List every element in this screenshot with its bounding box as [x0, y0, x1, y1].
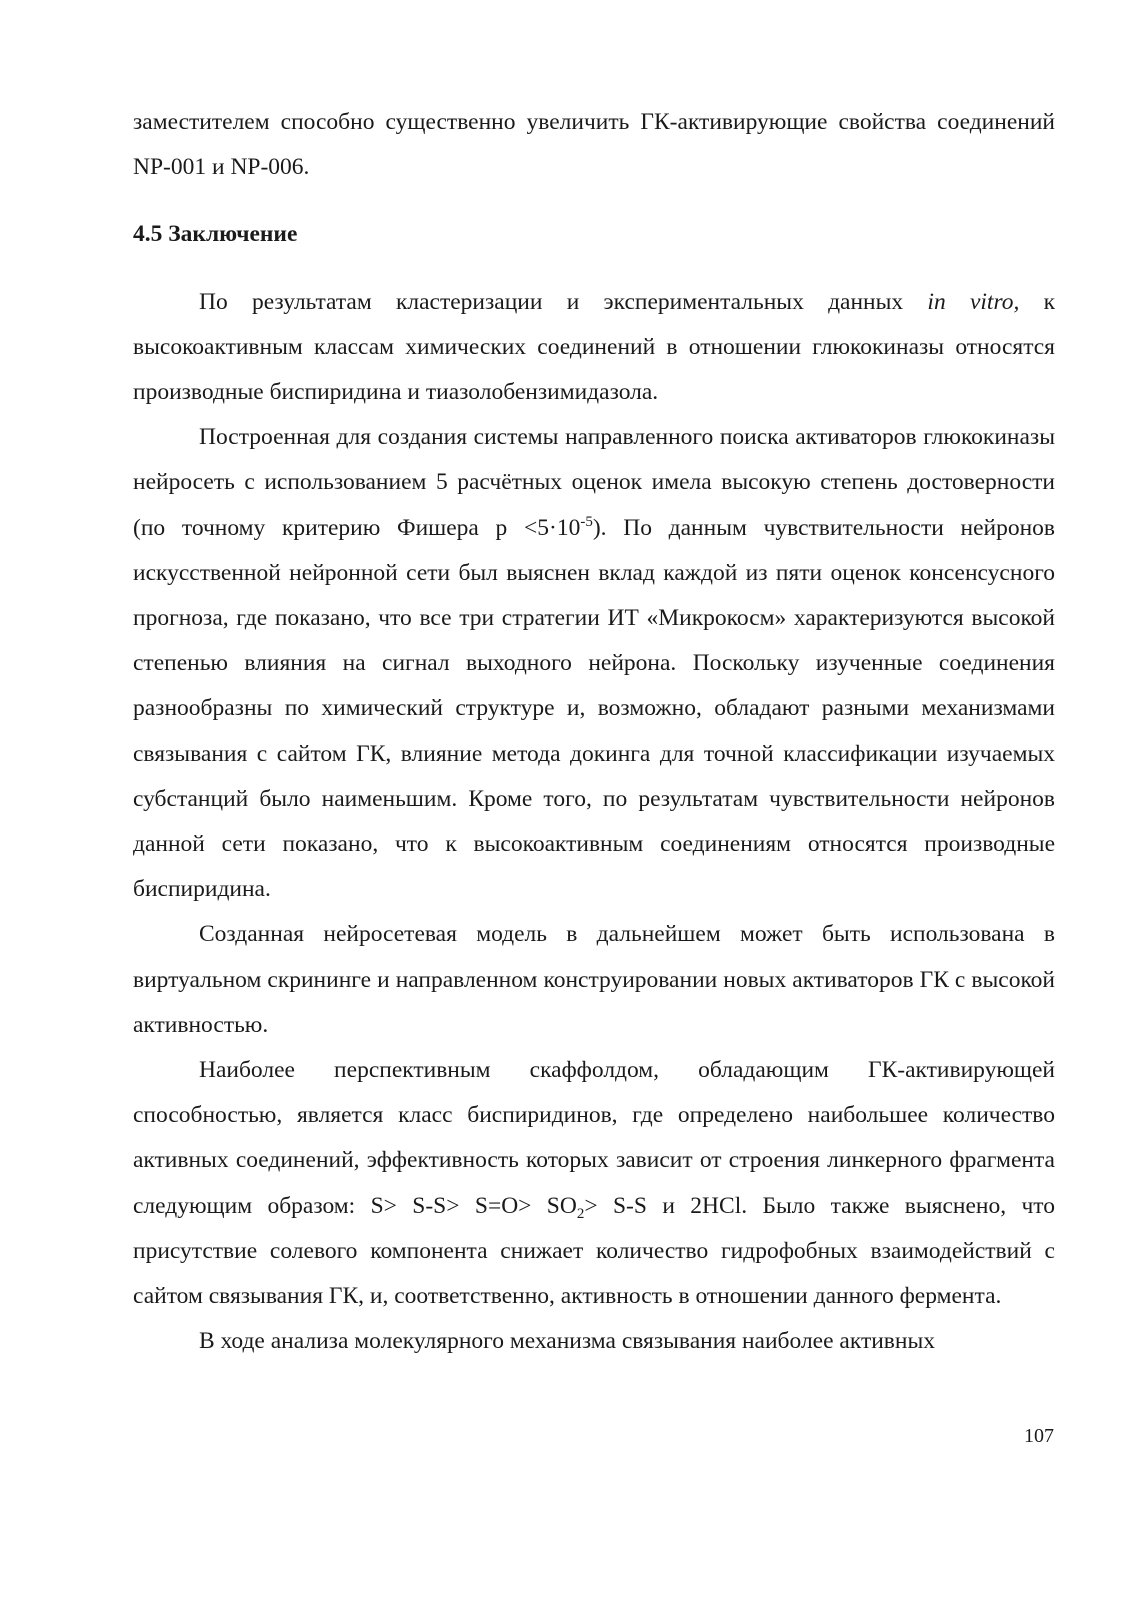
- paragraph-4-text-a: Наиболее перспективным скаффолдом, обладающим ГК-активирующей способностью, является класс биспиридинов, где определено наибольшее количество активных соединений, эффективность которых зависит от строения линкерного фрагмента следующим образом: S> S-S> S=O> SO: [133, 1057, 1055, 1219]
- paragraph-4-subscript: 2: [576, 1205, 585, 1222]
- paragraph-4-text-b: > S-S и 2HCl. Было также выяснено, что присутствие солевого компонента снижает количество гидрофобных взаимодействий с сайтом связывания ГК, и, соответственно, активность в отношении данного фермента.: [133, 1192, 1055, 1310]
- page-number: 107: [1024, 1425, 1054, 1447]
- paragraph-2-superscript: -5: [580, 513, 593, 530]
- paragraph-4: [133, 1048, 1055, 1319]
- paragraph-1-italic: in vitro,: [927, 288, 1020, 315]
- paragraph-2-text-a: Построенная для создания системы направленного поиска активаторов глюкокиназы нейросеть с использованием 5 расчётных оценок имела высокую степень достоверности (по точному критерию Фишера p <5·10: [133, 424, 1055, 541]
- paragraph-3: Созданная нейросетевая модель в дальнейшем может быть использована в виртуальном скрининге и направленном конструировании новых активаторов ГК с высокой активностью.: [133, 921, 1055, 1038]
- paragraph-1-text-a: По результатам кластеризации и экспериментальных данных: [199, 288, 928, 315]
- paragraph-2: [133, 415, 1055, 912]
- section-heading: 4.5 Заключение: [133, 221, 298, 248]
- paragraph-5: В ходе анализа молекулярного механизма связывания наиболее активных: [199, 1328, 936, 1355]
- paragraph-1-text-b: к высокоактивным классам химических соединений в отношении глюкокиназы относятся производные биспиридина и тиазолобензимидазола.: [133, 288, 1056, 406]
- page-body: [133, 100, 1055, 1364]
- paragraph-continued: заместителем способно существенно увеличить ГК-активирующие свойства соединений NP-001 и NP-006.: [133, 109, 1055, 181]
- paragraph-2-text-b: ). По данным чувствительности нейронов искусственной нейронной сети был выяснен вклад каждой из пяти оценок консенсусного прогноза, где показано, что все три стратегии ИТ «Микрокосм» характеризуются высокой степенью влияния на сигнал выходного нейрона. Поскольку изученные соединения разнообразны по химический структуре и, возможно, обладают разными механизмами связывания с сайтом ГК, влияние метода докинга для точной классификации изучаемых субстанций было наименьшим. Кроме того, по результатам чувствительности нейронов данной сети показано, что к высокоактивным соединениям относятся производные биспиридина.: [133, 514, 1056, 903]
- paragraph-1: [133, 280, 1055, 416]
